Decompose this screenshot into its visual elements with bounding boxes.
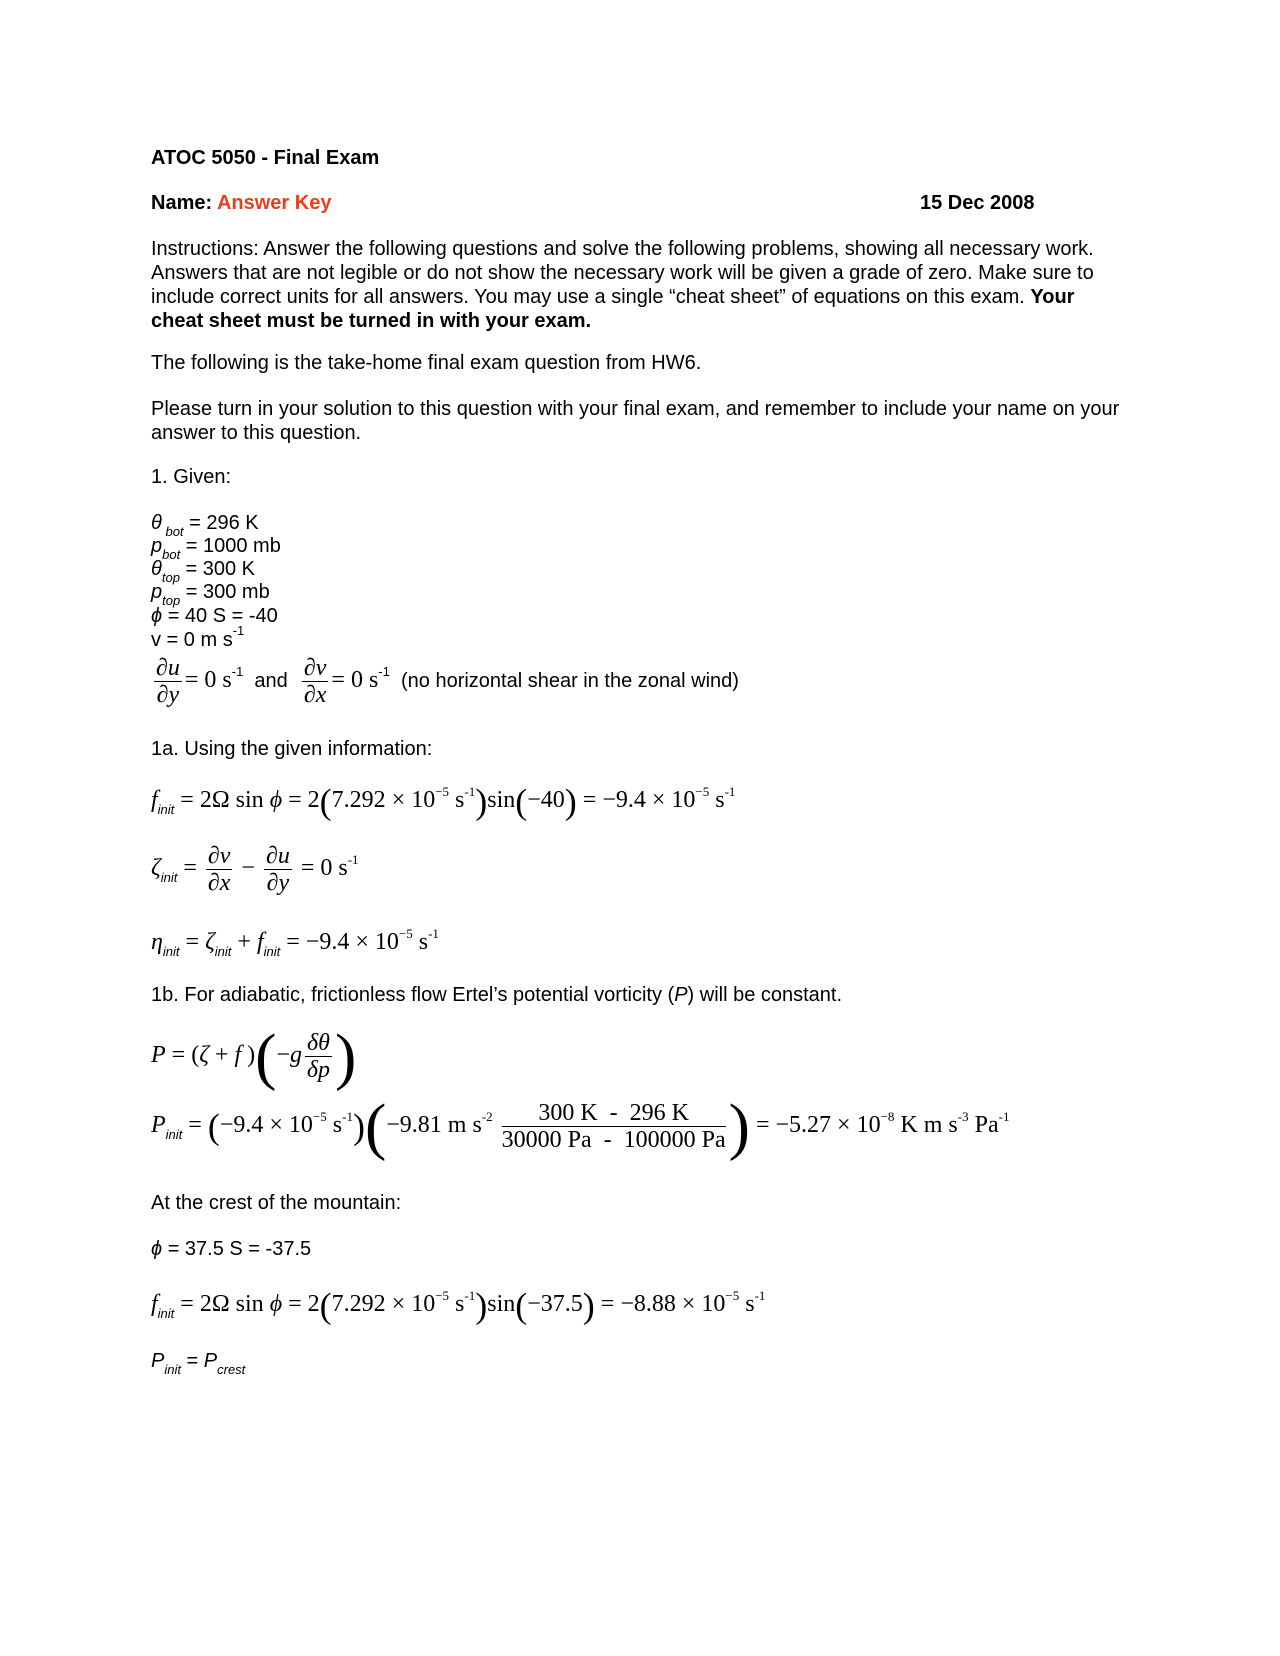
name-label: Name: bbox=[151, 192, 213, 214]
equation-f-crest: $f_{init} = 2\Omega$ $\sin \phi = 2(7.292 \times 10^{-5}$ $s^{-1})\sin(-37.5) = -8.88 \times 10^{-5}$ $s^{-1}$ bbox=[151, 1285, 766, 1326]
equation-pv-conservation: $P_{init} = P_{crest}$ bbox=[151, 1350, 246, 1377]
crest-label: At the crest of the mountain: bbox=[151, 1192, 402, 1214]
given-theta-top: $\theta_{top} = 300$ K bbox=[151, 558, 256, 585]
q1b-label: 1b. For adiabatic, frictionless flow Ertel’s potential vorticity (P) will be constant. bbox=[151, 984, 843, 1006]
equation-pv-definition: P = (ζ + f )(−g $\frac{\delta\theta}{\delta p}$ ) bbox=[151, 1020, 357, 1092]
crest-phi: ϕ = 37.5 S = -37.5 bbox=[151, 1238, 312, 1260]
exam-title: ATOC 5050 - Final Exam bbox=[151, 147, 380, 169]
exam-date: 15 Dec 2008 bbox=[920, 192, 1035, 214]
equation-pv-init: $P_{init} = (-9.4 \times 10^{-5}$ $s^{-1})(-9.81$ m $s^{-2}$ $\frac{300 K - 296 K}{30000 Pa - 100000 Pa}$ ) = $-5.27 \times 10^{-8}$ K m $s^{-3}$ $Pa^{-1}$ bbox=[151, 1090, 1010, 1162]
equation-f-init: $f_{init} = 2\Omega$ $\sin \phi = 2(7.292 \times 10^{-5}$ $s^{-1})\sin(-40) = -9.4 \times 10^{-5}$ $s^{-1}$ bbox=[151, 781, 736, 822]
intro-paragraph-2: Please turn in your solution to this question with your final exam, and remember to include your name on your answer to this question. bbox=[151, 398, 1120, 444]
instructions-paragraph bbox=[151, 237, 1131, 333]
instructions-bold: Your cheat sheet must be turned in with your exam. bbox=[151, 286, 1075, 332]
q1-label: 1. Given: bbox=[151, 466, 232, 488]
given-theta-bot: θ $_{bot}$ = 296 K bbox=[151, 512, 259, 539]
instructions-text: Instructions: Answer the following questions and solve the following problems, showing all necessary work. Answers that are not legible or do not show the necessary work will be given a grade of zero. Make sure to include correct units for all answers. You may use a single “cheat sheet” of equations on this exam. bbox=[151, 238, 1094, 308]
given-phi: ϕ = 40 S = -40 bbox=[151, 605, 278, 627]
given-p-bot: $p_{bot} = 1000$ mb bbox=[151, 535, 281, 562]
q1a-label: 1a. Using the given information: bbox=[151, 738, 433, 760]
name-value: Answer Key bbox=[216, 192, 332, 214]
intro-line-1: The following is the take-home final exam question from HW6. bbox=[151, 352, 702, 374]
given-v: v = 0 m $s^{-1}$ bbox=[151, 623, 245, 651]
equation-eta-init: $\eta_{init} = \zeta_{init} + f_{init} = -9.4 \times 10^{-5}$ $s^{-1}$ bbox=[151, 926, 439, 959]
given-shear-equation: $\frac{\partial u}{\partial y}$ = 0 $s^{-1}$ and $\frac{\partial v}{\partial x}$ = 0 $s^{-1}$ (no horizontal shear in the zonal wind) bbox=[156, 655, 739, 708]
given-p-top: $p_{top} = 300$ mb bbox=[151, 581, 270, 608]
name-line bbox=[151, 191, 331, 215]
equation-zeta-init: $\zeta_{init}$ = $\frac{\partial v}{\partial x}$ − $\frac{\partial u}{\partial y}$ = 0 $s^{-1}$ bbox=[151, 843, 359, 896]
